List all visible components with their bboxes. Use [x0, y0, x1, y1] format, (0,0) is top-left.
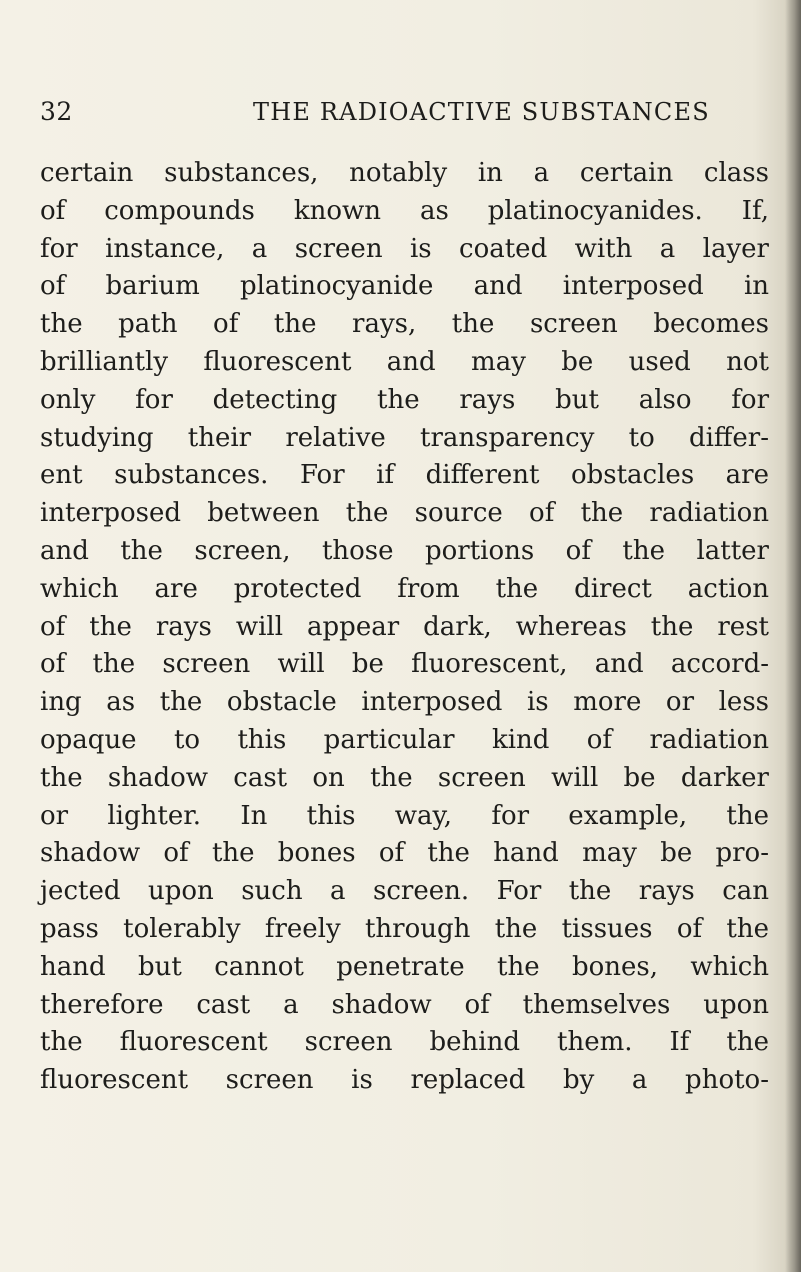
text-line: of the rays will appear dark, whereas the rest: [40, 611, 769, 642]
body-paragraph: [40, 155, 780, 1100]
text-line: interposed between the source of the radiation: [40, 498, 769, 529]
text-line: the shadow cast on the screen will be darker: [40, 762, 769, 793]
text-line: ing as the obstacle interposed is more or less: [40, 687, 769, 718]
text-line: or lighter. In this way, for example, the: [40, 800, 769, 831]
text-line: brilliantly fluorescent and may be used not: [40, 346, 769, 377]
text-line: ent substances. For if different obstacles are: [40, 460, 769, 491]
text-line: of barium platinocyanide and interposed in: [40, 271, 769, 302]
text-line: therefore cast a shadow of themselves upon: [40, 989, 769, 1020]
text-line: jected upon such a screen. For the rays can: [40, 876, 769, 907]
text-line: shadow of the bones of the hand may be pro-: [40, 838, 769, 869]
text-line: the fluorescent screen behind them. If the: [40, 1027, 769, 1058]
page-edge-shadow: [785, 0, 801, 1272]
text-line: of compounds known as platinocyanides. If,: [40, 195, 769, 226]
running-head-title: THE RADIOACTIVE SUBSTANCES: [253, 98, 710, 126]
text-line: which are protected from the direct action: [40, 573, 769, 604]
running-head: [40, 94, 760, 130]
text-line: studying their relative transparency to differ-: [40, 422, 769, 453]
text-line: opaque to this particular kind of radiation: [40, 724, 769, 755]
page-number: 32: [40, 97, 73, 126]
text-line: certain substances, notably in a certain class: [40, 158, 769, 188]
text-line: of the screen will be fluorescent, and accord-: [40, 649, 769, 680]
text-line: pass tolerably freely through the tissues of the: [40, 913, 769, 944]
text-line: hand but cannot penetrate the bones, which: [40, 951, 769, 982]
text-line: and the screen, those portions of the latter: [40, 535, 769, 566]
text-line: the path of the rays, the screen becomes: [40, 309, 769, 340]
text-line: fluorescent screen is replaced by a photo-: [40, 1065, 769, 1096]
text-line: for instance, a screen is coated with a layer: [40, 233, 769, 264]
text-line: only for detecting the rays but also for: [40, 384, 769, 415]
